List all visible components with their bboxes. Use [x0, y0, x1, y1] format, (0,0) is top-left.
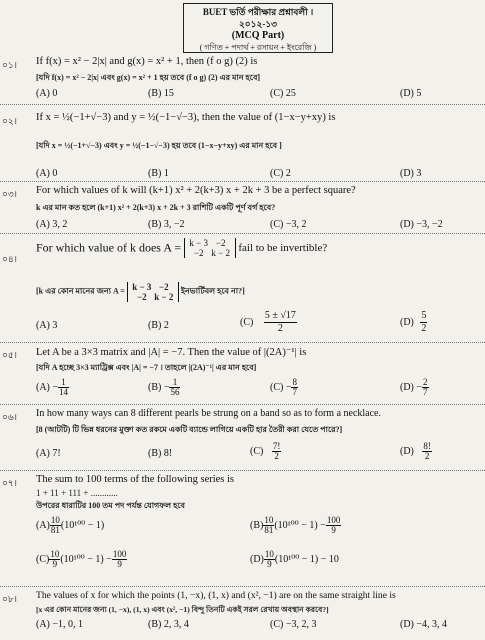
numerator: 10 — [50, 515, 60, 525]
option-c-fraction-2 — [112, 550, 128, 569]
option-b-fraction — [169, 378, 180, 397]
numerator: 5 ± √17 — [264, 310, 296, 321]
option-d-fraction — [420, 310, 427, 335]
denominator: 9 — [267, 559, 272, 569]
option-c-fraction — [291, 378, 298, 397]
option-a[interactable]: (A) 0 — [36, 168, 58, 179]
option-d[interactable] — [400, 310, 427, 335]
denominator: 2 — [421, 323, 427, 334]
denominator: 7 — [292, 387, 297, 397]
numerator: 8 — [292, 377, 297, 387]
option-c-label: (C) − — [270, 381, 292, 393]
header-title: BUET ভর্তি পরীক্ষার প্রশ্নাবলী । ২০১২-১৩ — [202, 7, 314, 29]
numerator: 100 — [326, 515, 341, 525]
option-b[interactable] — [250, 516, 341, 535]
question-number: ০৬। — [2, 412, 17, 422]
option-c[interactable]: (C) −3, 2, 3 — [270, 619, 317, 630]
option-d-label: (D) — [400, 316, 414, 328]
question-bangla — [36, 282, 245, 302]
option-b[interactable]: (B) 8! — [148, 448, 173, 459]
question-stem: For which value of k does A = — [36, 240, 182, 255]
matrix-a-bangla — [127, 282, 179, 302]
option-d[interactable]: (D) 5 — [400, 88, 422, 99]
option-d-label: (D) − — [400, 381, 423, 393]
option-d[interactable] — [400, 378, 429, 397]
numerator: 100 — [112, 549, 127, 559]
denominator: 9 — [331, 525, 336, 535]
question-bangla: [8 (আটটি) টি ভিন্ন ধরনের মুক্তা কত রকমে একটি ব্যান্ডে লাগিয়ে একটি হার তৈরী করা যেতে পারে?] — [36, 425, 343, 434]
option-a[interactable]: (A) 3 — [36, 320, 58, 331]
numerator: 1 — [169, 378, 180, 388]
numerator: 5 — [421, 310, 427, 321]
denominator: 56 — [170, 387, 180, 397]
question-text: For which values of k will (k+1) x² + 2(k+3) x + 2k + 3 be a perfect square? — [36, 185, 356, 196]
numerator: 8! — [423, 441, 431, 451]
denominator: 81 — [50, 525, 60, 535]
question-bangla: [যদি f(x) = x² − 2|x| এবং g(x) = x² + 1 হয় তবে (f o g) (2) এর মান হবে] — [36, 73, 261, 82]
option-b-label: (B) — [250, 519, 264, 531]
option-a[interactable] — [36, 378, 69, 397]
question-number: ০১। — [2, 60, 17, 70]
option-c-fraction — [49, 550, 60, 569]
option-d[interactable] — [400, 442, 432, 461]
option-d[interactable]: (D) −4, 3, 4 — [400, 619, 448, 630]
numerator: 2 — [423, 377, 428, 387]
option-d-fraction — [422, 378, 429, 397]
matrix-cell: −2 — [193, 248, 204, 258]
option-b[interactable]: (B) 3, −2 — [148, 219, 185, 230]
option-a-fraction — [50, 516, 61, 535]
option-d-fraction — [264, 550, 275, 569]
question-number: ০৫। — [2, 350, 17, 360]
option-b[interactable]: (B) 2 — [148, 320, 169, 331]
option-d-fraction — [422, 442, 432, 461]
matrix-a — [184, 238, 236, 258]
option-b[interactable]: (B) 1 — [148, 168, 169, 179]
matrix-cell: −2 — [137, 292, 147, 302]
matrix-cell: −2 — [159, 282, 169, 292]
question-text — [36, 238, 327, 258]
option-a[interactable]: (A) 7! — [36, 448, 61, 459]
numerator: 10 — [50, 549, 60, 559]
option-d[interactable]: (D) 3 — [400, 168, 422, 179]
option-d-label: (D) — [400, 445, 414, 457]
divider — [0, 404, 485, 405]
option-b[interactable] — [148, 378, 180, 397]
header-box — [183, 3, 333, 53]
matrix-cell: −2 — [215, 238, 226, 248]
denominator: 9 — [117, 559, 122, 569]
header-subtitle: (MCQ Part) — [231, 30, 285, 41]
option-c[interactable] — [240, 310, 297, 335]
option-b-fraction — [263, 516, 274, 535]
denominator: 2 — [424, 451, 430, 461]
divider — [0, 586, 485, 587]
question-text: The values of x for which the points (1, −x), (1, x) and (x², −1) are on the same straight line is — [36, 590, 396, 601]
header-subjects: ( গণিত + পদার্থ + রসায়ন + ইংরেজি ) — [199, 43, 317, 52]
option-a-label: (A) − — [36, 381, 59, 393]
option-b-expression: (10¹⁰⁰ − 1) − — [274, 519, 326, 531]
question-text: In how many ways can 8 different pearls be strung on a band so as to form a necklace. — [36, 408, 381, 419]
question-text: If x = ½(−1+√−3) and y = ½(−1−√−3), then the value of (1−x−y+xy) is — [36, 112, 336, 123]
question-bangla: [যদি x = ½(−1+√−3) এবং y = ½(−1−√−3) হয় তবে (1−x−y+xy) এর মান হবে ] — [36, 141, 282, 150]
option-c[interactable] — [270, 378, 298, 397]
numerator: 10 — [264, 549, 274, 559]
divider — [0, 181, 485, 182]
divider — [0, 104, 485, 105]
option-c[interactable] — [36, 550, 127, 569]
matrix-cell: k − 3 — [132, 282, 152, 292]
matrix-cell: k − 2 — [154, 292, 174, 302]
option-a-label: (A) — [36, 519, 50, 531]
question-number: ০৭। — [2, 478, 17, 488]
denominator: 2 — [274, 451, 279, 461]
option-a-fraction — [58, 378, 69, 397]
option-a[interactable]: (A) 3, 2 — [36, 219, 68, 230]
question-text: Let A be a 3×3 matrix and |A| = −7. Then the value of |(2A)⁻¹| is — [36, 347, 307, 358]
question-number: ০৮। — [2, 594, 17, 604]
question-number: ০৩। — [2, 189, 17, 199]
denominator: 81 — [264, 525, 274, 535]
option-b-label: (B) − — [148, 381, 170, 393]
question-text: If f(x) = x² − 2|x| and g(x) = x² + 1, then (f o g) (2) is — [36, 56, 258, 67]
question-bangla: উপরের ধারাটির 100 তম পদ পর্যন্ত যোগফল হবে — [36, 501, 185, 510]
question-stem-end: fail to be invertible? — [238, 242, 328, 254]
numerator: 10 — [264, 515, 274, 525]
option-c[interactable]: (C) 25 — [270, 88, 296, 99]
option-c[interactable] — [250, 442, 281, 461]
question-number: ০৪। — [2, 254, 17, 264]
bangla-stem-end: ইনভার্টিবল হবে না?] — [180, 286, 245, 296]
denominator: 2 — [277, 323, 283, 334]
divider — [0, 233, 485, 234]
bangla-stem: [k এর কোন মানের জন্য A = — [36, 286, 125, 296]
option-a[interactable]: (A) 0 — [36, 88, 58, 99]
option-c[interactable]: (C) 2 — [270, 168, 291, 179]
series-expression: 1 + 11 + 111 + ............ — [36, 488, 118, 498]
question-bangla: k এর মান কত হলে (k+1) x² + 2(k+3) x + 2k + 3 রাশিটি একটি পূর্ণ বর্গ হবে? — [36, 203, 276, 212]
option-b[interactable]: (B) 2, 3, 4 — [148, 619, 189, 630]
option-c-fraction — [272, 442, 282, 461]
matrix-cell: k − 3 — [189, 238, 208, 248]
option-c-label: (C) — [240, 316, 254, 328]
option-c-expression: (10¹⁰⁰ − 1) − — [60, 553, 112, 565]
matrix-cell: k − 2 — [211, 248, 230, 258]
denominator: 7 — [423, 387, 428, 397]
option-c-fraction — [264, 310, 297, 335]
question-bangla: [x এর কোন মানের জন্য (1, −x), (1, x) এবং (x², −1) বিন্দু তিনটি একই সরল রেখায় অবস্থান করবে?] — [36, 605, 329, 614]
option-a[interactable] — [36, 516, 104, 535]
option-a-expression: (10¹⁰⁰ − 1) — [60, 519, 105, 531]
question-bangla: [যদি A হচ্ছে 3×3 ম্যাট্রিক্স এবং |A| = −7 । তাহলে |(2A)⁻¹| এর মান হবে] — [36, 363, 257, 372]
option-a[interactable]: (A) −1, 0, 1 — [36, 619, 84, 630]
option-b[interactable]: (B) 15 — [148, 88, 174, 99]
denominator: 9 — [52, 559, 58, 569]
option-b-fraction-2 — [326, 516, 342, 535]
numerator: 1 — [58, 378, 69, 388]
option-c-label: (C) — [36, 553, 50, 565]
option-d-label: (D) — [250, 553, 264, 565]
question-number: ০২। — [2, 116, 17, 126]
divider — [0, 470, 485, 471]
numerator: 7! — [272, 441, 281, 451]
option-c-label: (C) — [250, 445, 264, 457]
option-d-expression: (10¹⁰⁰ − 1) − 10 — [274, 553, 339, 565]
divider — [0, 342, 485, 343]
question-text: The sum to 100 terms of the following series is — [36, 474, 235, 485]
option-c[interactable]: (C) −3, 2 — [270, 219, 307, 230]
option-d[interactable]: (D) −3, −2 — [400, 219, 443, 230]
option-d[interactable] — [250, 550, 339, 569]
denominator: 14 — [59, 387, 69, 397]
